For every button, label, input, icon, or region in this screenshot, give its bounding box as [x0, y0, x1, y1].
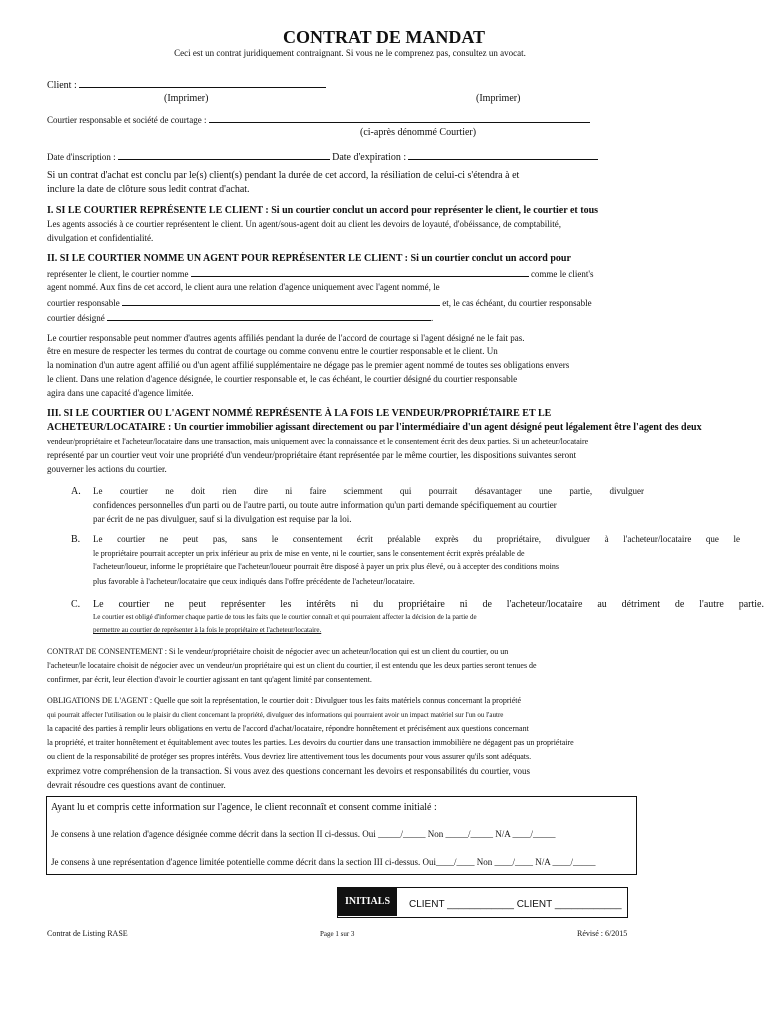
client-field	[47, 78, 326, 92]
intro-line-1: Si un contrat d'achat est conclu par le(s) client(s) pendant la durée de cet accord, la résiliation de celui-ci s'étendra à et	[47, 170, 520, 181]
section-2-heading: II. SI LE COURTIER NOMME UN AGENT POUR REPRÉSENTER LE CLIENT : Si un courtier conclut un accord pour	[47, 253, 571, 264]
section-2-line-3	[47, 296, 592, 309]
section-2-para-3: la nomination d'un autre agent affilié ou d'un agent affilié supplémentaire ne dégage pas le premier agent nommé de toutes ses obligations envers	[47, 360, 570, 370]
client-label: Client :	[47, 80, 77, 91]
client-name-blank[interactable]	[79, 78, 326, 88]
section-1-line-1: Les agents associés à ce courtier représentent le client. Un agent/sous-agent doit au client les devoirs de loyauté, d'obéissance, de comptabilité,	[47, 219, 561, 229]
consent-line-1: CONTRAT DE CONSENTEMENT : Si le vendeur/propriétaire choisit de négocier avec un acheteur/location qui est un client du courtier, ou un	[47, 647, 509, 656]
obligations-line-1: OBLIGATIONS DE L'AGENT : Quelle que soit la représentation, le courtier doit : Divulguer tous les faits matériels connus concernant la propriété	[47, 696, 522, 705]
obligations-line-2: qui pourrait affecter l'utilisation ou le plaisir du client concernant la propriété, divulguer des informations qui pourraient avoir un impact matériel sur l'un ou l'autre	[47, 711, 504, 719]
courtier-label: Courtier responsable et société de courtage :	[47, 115, 207, 125]
footer-page-number: Page 1 sur 3	[320, 930, 355, 938]
item-a-first-line: Le courtier ne doit rien dire ni faire sciemment qui pourrait désavantager une partie, divulguer	[93, 486, 644, 496]
obligations-line-3: la capacité des parties à remplir leurs obligations en vertu de l'accord d'achat/locataire, répondre honnêtement et précisément aux questions concernant	[47, 724, 529, 733]
courtier-responsable-blank[interactable]	[122, 296, 440, 306]
section-1-heading: I. SI LE COURTIER REPRÉSENTE LE CLIENT : Si un courtier conclut un accord pour représenter le client, le courtier et tous	[47, 205, 599, 216]
section-2-para-5: agira dans une capacité d'agence limitée.	[47, 388, 194, 398]
item-a-line-3: par écrit de ne pas divulguer, sauf si la divulgation est requise par la loi.	[93, 514, 352, 524]
intro-line-2: inclure la date de clôture sous ledit contrat d'achat.	[47, 184, 250, 195]
footer-left: Contrat de Listing RASE	[47, 929, 128, 938]
item-b-first-line: Le courtier ne peut pas, sans le consentement écrit préalable exprès du propriétaire, divulguer à l'acheteur/locataire que le	[93, 534, 740, 544]
obligations-line-7: devrait résoudre ces questions avant de continuer.	[47, 780, 226, 790]
client-initials-1[interactable]: CLIENT ____________	[409, 899, 514, 910]
date-inscription-label: Date d'inscription :	[47, 152, 116, 162]
section-3-line-3: gouverner les actions du courtier.	[47, 464, 167, 474]
section-2-text: .	[430, 313, 434, 323]
item-c-first-line: Le courtier ne peut représenter les intérêts ni du propriétaire ni de l'acheteur/locataire au détriment de l'autre partie.	[93, 599, 764, 610]
section-2-line-1	[47, 267, 594, 280]
courtier-note: (ci-après dénommé Courtier)	[360, 127, 477, 138]
page-subtitle: Ceci est un contrat juridiquement contraignant. Si vous ne le comprenez pas, consultez un avocat.	[174, 48, 526, 58]
section-2-text: représenter le client, le courtier nomme	[47, 269, 189, 279]
section-2-text: courtier désigné	[47, 313, 105, 323]
date-expiration-blank[interactable]	[408, 150, 598, 160]
item-c-letter: C.	[71, 599, 81, 610]
section-2-para-2: être en mesure de respecter les termes du contrat de courtage ou comme convenu entre le courtier responsable et le client. Un	[47, 346, 498, 356]
section-3-heading-1: III. SI LE COURTIER OU L'AGENT NOMMÉ REPRÉSENTE À LA FOIS LE VENDEUR/PROPRIÉTAIRE ET LE	[47, 408, 552, 419]
item-b-letter: B.	[71, 534, 81, 545]
consent-limited-agency[interactable]: Je consens à une représentation d'agence limitée potentielle comme décrit dans la section III ci-dessus. Oui____/____ Non ____/____ N/A ____/_____	[51, 857, 596, 867]
section-3-line-1: vendeur/propriétaire et l'acheteur/locataire dans une transaction, mais uniquement avec la connaissance et le consentement écrit des deux parties. Si un acheteur/locataire	[47, 437, 589, 446]
section-2-text: comme le client's	[530, 269, 594, 279]
section-2-text: courtier responsable	[47, 298, 120, 308]
section-2-para-4: le client. Dans une relation d'agence désignée, le courtier responsable et, le cas échéant, le courtier désigné du courtier responsable	[47, 374, 518, 384]
section-3-heading-2: ACHETEUR/LOCATAIRE : Un courtier immobilier agissant directement ou par l'intermédiaire d'un agent désigné peut légalement être l'agent des deux	[47, 422, 702, 433]
item-c-line-3: permettre au courtier de représenter à la fois le propriétaire et l'acheteur/locataire.	[93, 626, 322, 634]
courtier-designe-blank[interactable]	[107, 311, 434, 323]
date-inscription-blank[interactable]	[118, 150, 330, 160]
obligations-line-5: ou client de la responsabilité de protéger ses propres intérêts. Vous devriez lire attentivement tous les documents pour vous assurer qu'ils sont adéquats.	[47, 752, 532, 761]
courtier-field	[47, 113, 590, 126]
imprimer-label-1: (Imprimer)	[164, 93, 209, 104]
item-c-line-2: Le courtier est obligé d'informer chaque partie de tous les faits que le courtier connaît et qui pourraient affecter la décision de la partie de	[93, 613, 477, 621]
page-title: CONTRAT DE MANDAT	[282, 27, 485, 47]
consent-line-3: confirmer, par écrit, leur élection d'avoir le courtier agissant en tant qu'agent limité par consentement.	[47, 675, 372, 684]
section-2-text: et, le cas échéant, du courtier responsable	[442, 298, 592, 308]
section-1-line-2: divulgation et confidentialité.	[47, 233, 154, 243]
item-b-line-3: l'acheteur/loueur, informe le propriétaire que l'acheteur/loueur pourrait être disposé à payer un prix plus élevé, ou à accepter des conditions moins	[93, 562, 559, 571]
section-2-line-2: agent nommé. Aux fins de cet accord, le client aura une relation d'agence uniquement avec l'agent nommé, le	[47, 282, 440, 292]
imprimer-label-2: (Imprimer)	[476, 93, 521, 104]
date-expiration-label: Date d'expiration :	[332, 152, 407, 163]
item-b-line-2: le propriétaire pourrait accepter un prix inférieur au prix de mise en vente, ni le courtier, sans le consentement écrit exprès préalable de	[93, 549, 525, 558]
obligations-line-6: exprimez votre compréhension de la transaction. Si vous avez des questions concernant les devoirs et responsabilités du courtier, vous	[47, 766, 531, 776]
item-b-line-4: plus favorable à l'acheteur/locataire que ceux indiqués dans l'offre précédente de l'acheteur/locataire.	[93, 577, 415, 586]
client-initials-2[interactable]: CLIENT ____________	[516, 899, 622, 910]
acknowledgement-intro: Ayant lu et compris cette information sur l'agence, le client reconnaît et consent comme initialé :	[51, 802, 437, 813]
courtier-blank[interactable]	[209, 113, 590, 123]
section-3-line-2: représenté par un courtier veut voir une propriété d'un vendeur/propriétaire étant représentée par le même courtier, les dispositions suivantes seront	[47, 450, 577, 460]
initials-label: INITIALS	[338, 888, 397, 916]
consent-line-2: l'acheteur/le locataire choisit de négocier avec un vendeur/un propriétaire qui est un client du courtier, il est entendu que les deux parties seront tenues de	[47, 661, 537, 670]
consent-designated-agency[interactable]: Je consens à une relation d'agence désignée comme décrit dans la section II ci-dessus. Oui _____/_____ Non _____/_____ N/A ____/_____	[51, 829, 556, 839]
initials-fields	[409, 899, 622, 911]
section-2-para-1: Le courtier responsable peut nommer d'autres agents affiliés pendant la durée de l'accord de courtage si l'agent désigné ne le fait pas.	[47, 333, 525, 343]
section-2-line-4	[47, 311, 433, 324]
agent-name-blank[interactable]	[191, 267, 529, 277]
item-a-line-2: confidences personnelles d'un parti ou de l'autre parti, ou toute autre information qu'un parti demande spécifiquement au courtier	[93, 500, 557, 510]
date-fields	[47, 150, 598, 164]
footer-revision: Révisé : 6/2015	[577, 929, 628, 938]
obligations-line-4: la propriété, et traiter honnêtement et équitablement avec toutes les parties. Les devoirs du courtier dans une transaction immobilière ne dégagent pas un propriétaire	[47, 738, 574, 747]
item-a-letter: A.	[71, 486, 81, 497]
